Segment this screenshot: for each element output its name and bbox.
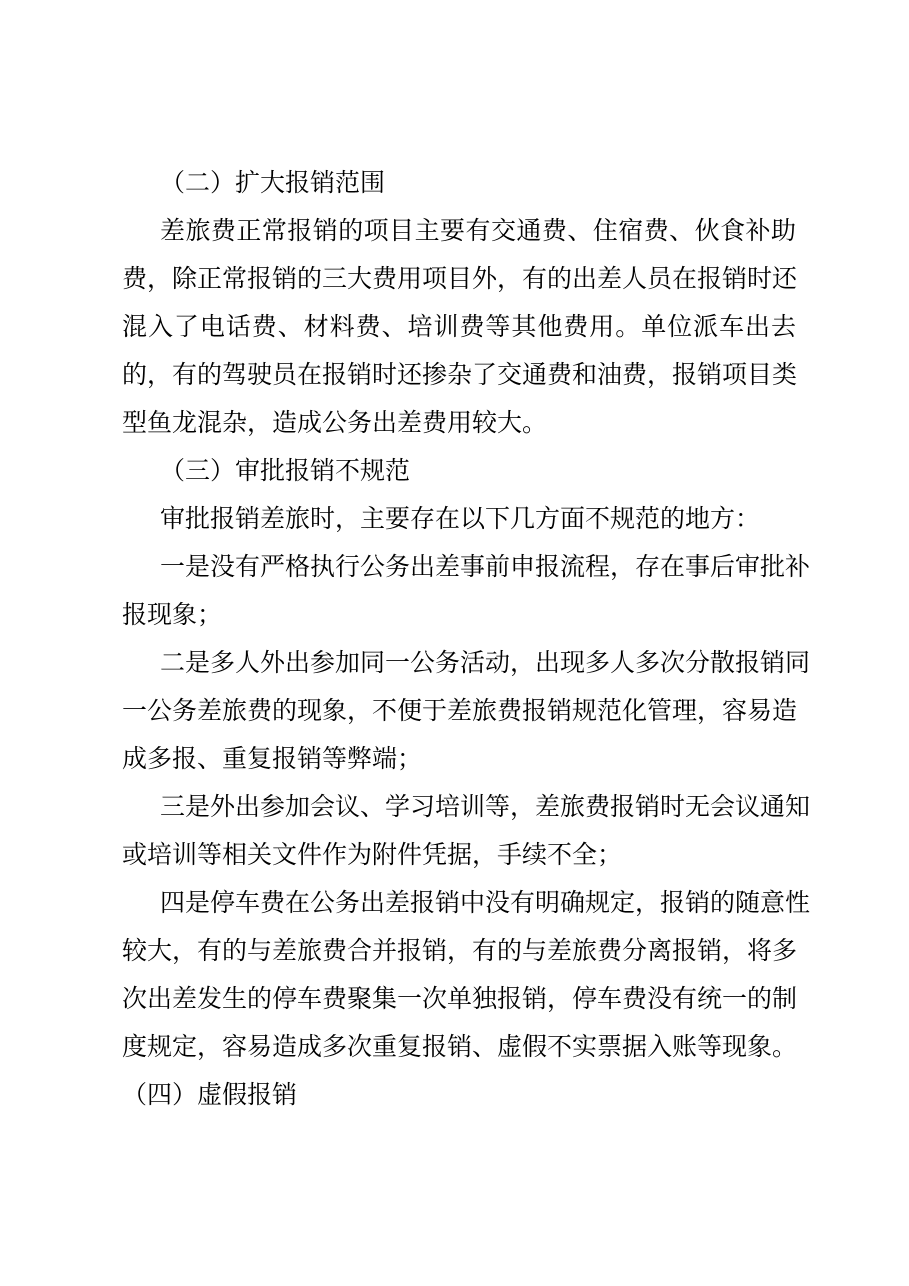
paragraph-line: 审批报销差旅时，主要存在以下几方面不规范的地方： xyxy=(160,504,761,533)
paragraph-line: 一公务差旅费的现象，不便于差旅费报销规范化管理，容易造 xyxy=(122,696,798,725)
section-heading-2: （二）扩大报销范围 xyxy=(160,168,386,197)
section-heading-3: （三）审批报销不规范 xyxy=(160,456,411,485)
paragraph-line: 混入了电话费、材料费、培训费等其他费用。单位派车出去 xyxy=(122,312,796,341)
paragraph-line: 一是没有严格执行公务出差事前申报流程，存在事后审批补 xyxy=(160,552,811,581)
paragraph-line: 差旅费正常报销的项目主要有交通费、住宿费、伙食补助 xyxy=(160,216,796,245)
paragraph-line: 二是多人外出参加同一公务活动，出现多人多次分散报销同 xyxy=(160,648,811,677)
paragraph-line: 度规定，容易造成多次重复报销、虚假不实票据入账等现象。 xyxy=(122,1032,798,1061)
paragraph-line: 型鱼龙混杂，造成公务出差费用较大。 xyxy=(122,408,548,437)
paragraph-line: 次出差发生的停车费聚集一次单独报销，停车费没有统一的制 xyxy=(122,984,798,1013)
paragraph-line: 三是外出参加会议、学习培训等，差旅费报销时无会议通知 xyxy=(160,792,811,821)
paragraph-line: 或培训等相关文件作为附件凭据，手续不全； xyxy=(122,840,623,869)
section-heading-4: （四）虚假报销 xyxy=(122,1080,298,1109)
paragraph-line: 较大，有的与差旅费合并报销，有的与差旅费分离报销，将多 xyxy=(122,936,798,965)
paragraph-line: 费，除正常报销的三大费用项目外，有的出差人员在报销时还 xyxy=(122,264,798,293)
paragraph-line: 成多报、重复报销等弊端； xyxy=(122,744,423,773)
paragraph-line: 的，有的驾驶员在报销时还掺杂了交通费和油费，报销项目类 xyxy=(122,360,798,389)
paragraph-line: 四是停车费在公务出差报销中没有明确规定，报销的随意性 xyxy=(160,888,811,917)
paragraph-line: 报现象； xyxy=(122,600,223,629)
